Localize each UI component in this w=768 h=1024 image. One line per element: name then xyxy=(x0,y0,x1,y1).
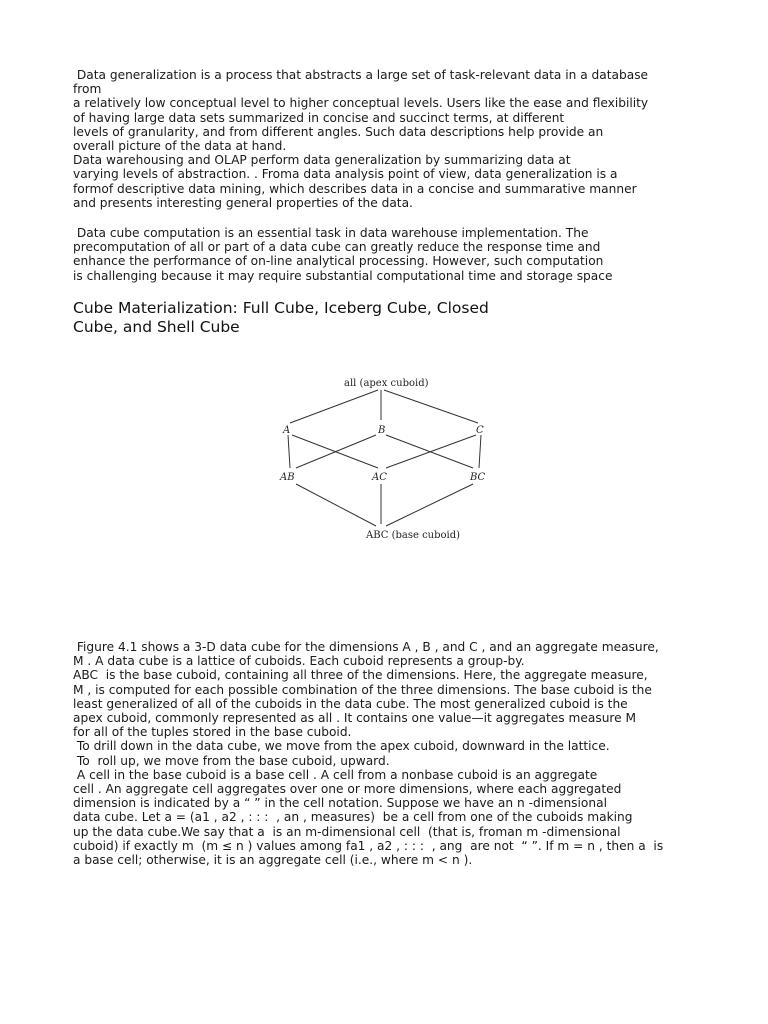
text-line: and presents interesting general properties of the data. xyxy=(73,195,413,210)
text-line: enhance the performance of on-line analytical processing. However, such computation xyxy=(73,254,604,269)
text-line: Data warehousing and OLAP perform data generalization by summarizing data at xyxy=(73,153,571,168)
edge-ab-abc xyxy=(296,484,376,526)
node-ab-label: AB xyxy=(280,472,295,483)
text-line: for all of the tuples stored in the base cuboid. xyxy=(73,725,352,740)
text-line: is challenging because it may require substantial computational time and storage space xyxy=(73,268,613,283)
text-line: cell . An aggregate cell aggregates over one or more dimensions, where each aggregated xyxy=(73,782,622,797)
base-cuboid-label: ABC (base cuboid) xyxy=(366,530,461,541)
text-line: from xyxy=(73,82,102,97)
text-line: M , is computed for each possible combination of the three dimensions. The base cuboid is the xyxy=(73,682,652,697)
text-line: A cell in the base cuboid is a base cell . A cell from a nonbase cuboid is an aggregate xyxy=(73,767,598,782)
paragraph-data-generalization xyxy=(73,68,713,210)
text-line: dimension is indicated by a “ ” in the cell notation. Suppose we have an n -dimensional xyxy=(73,796,607,811)
edge-apex-a xyxy=(290,390,378,423)
text-line: a base cell; otherwise, it is an aggregate cell (i.e., where m < n ). xyxy=(73,853,473,868)
cuboid-lattice-diagram xyxy=(268,368,508,548)
node-a-label: A xyxy=(283,425,291,436)
apex-cuboid-label: all (apex cuboid) xyxy=(344,378,429,389)
heading-line: Cube Materialization: Full Cube, Iceberg Cube, Closed xyxy=(73,299,489,317)
heading-line: Cube, and Shell Cube xyxy=(73,318,240,336)
text-line: a relatively low conceptual level to higher conceptual levels. Users like the ease and flexibility xyxy=(73,96,649,111)
text-line: Data cube computation is an essential task in data warehouse implementation. The xyxy=(73,226,589,240)
text-line: cuboid) if exactly m (m ≤ n ) values among fa1 , a2 , : : : , ang are not “ ”. If m = n , then a is xyxy=(73,838,664,853)
text-line: To roll up, we move from the base cuboid, upward. xyxy=(73,753,390,768)
text-line: Figure 4.1 shows a 3-D data cube for the dimensions A , B , and C , and an aggregate measure, xyxy=(73,640,659,654)
text-line: levels of granularity, and from different angles. Such data descriptions help provide an xyxy=(73,124,604,139)
text-line: least generalized of all of the cuboids in the data cube. The most generalized cuboid is the xyxy=(73,696,628,711)
text-line: Data generalization is a process that abstracts a large set of task-relevant data in a database xyxy=(73,68,649,82)
text-line: apex cuboid, commonly represented as all . It contains one value—it aggregates measure M xyxy=(73,711,637,726)
text-line: M . A data cube is a lattice of cuboids. Each cuboid represents a group-by. xyxy=(73,654,525,669)
text-line: overall picture of the data at hand. xyxy=(73,139,287,154)
text-line: formof descriptive data mining, which describes data in a concise and summarative manner xyxy=(73,181,637,196)
text-line: of having large data sets summarized in concise and succinct terms, at different xyxy=(73,110,565,125)
text-line: up the data cube.We say that a is an m-dimensional cell (that is, froman m -dimensional xyxy=(73,824,621,839)
node-ac-label: AC xyxy=(372,472,387,483)
paragraph-data-cube-computation xyxy=(73,226,713,283)
text-line: varying levels of abstraction. . Froma data analysis point of view, data generalization is a xyxy=(73,167,618,182)
paragraph-figure-explanation xyxy=(73,640,713,867)
node-c-label: C xyxy=(476,425,484,436)
section-heading xyxy=(73,299,713,337)
edge-apex-c xyxy=(384,390,478,423)
node-bc-label: BC xyxy=(470,472,486,483)
edge-c-bc xyxy=(479,435,481,468)
edge-a-ab xyxy=(288,435,290,468)
text-line: ABC is the base cuboid, containing all three of the dimensions. Here, the aggregate measure, xyxy=(73,668,648,683)
edge-bc-abc xyxy=(386,484,473,526)
text-line: precomputation of all or part of a data cube can greatly reduce the response time and xyxy=(73,240,601,255)
text-line: To drill down in the data cube, we move from the apex cuboid, downward in the lattice. xyxy=(73,739,610,754)
node-b-label: B xyxy=(378,425,386,436)
text-line: data cube. Let a = (a1 , a2 , : : : , an , measures) be a cell from one of the cuboids making xyxy=(73,810,633,825)
